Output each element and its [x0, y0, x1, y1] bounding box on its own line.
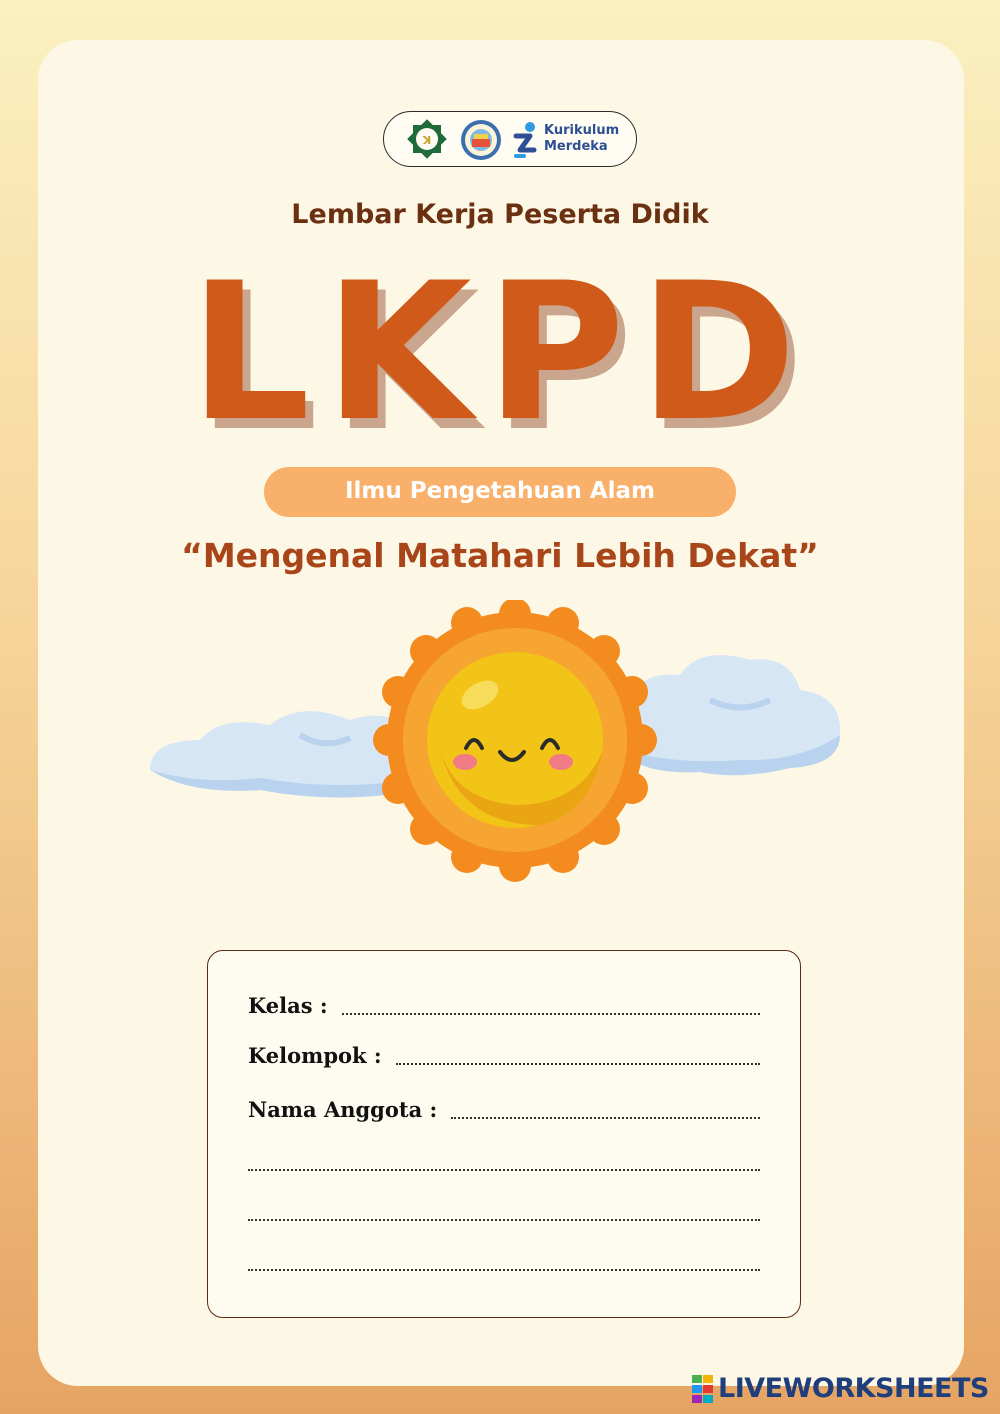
nama-anggota-input-line[interactable] — [451, 1117, 760, 1119]
topic-heading: “Mengenal Matahari Lebih Dekat” — [181, 536, 819, 575]
kemenag-logo-icon — [404, 117, 450, 161]
kelas-input-line[interactable] — [342, 1013, 760, 1015]
svg-text:ꓘ: ꓘ — [422, 134, 432, 147]
nama-anggota-row — [248, 1097, 760, 1122]
nama-anggota-label: Nama Anggota : — [248, 1097, 438, 1122]
kelompok-row — [248, 1043, 760, 1068]
member-line-3[interactable] — [248, 1269, 760, 1271]
logo-strip — [383, 111, 637, 167]
right-cloud-icon — [620, 655, 840, 775]
identity-form — [207, 950, 801, 1318]
document-title: LKPD — [189, 242, 811, 463]
kelas-label: Kelas : — [248, 993, 328, 1018]
sun-icon — [373, 600, 657, 882]
liveworksheets-logo-icon — [692, 1375, 714, 1403]
kelompok-input-line[interactable] — [396, 1063, 760, 1065]
kurikulum-merdeka-text — [544, 123, 619, 155]
km-line-2: Merdeka — [544, 139, 608, 154]
km-line-1: Kurikulum — [544, 123, 620, 138]
kelas-row — [248, 993, 760, 1018]
member-line-2[interactable] — [248, 1219, 760, 1221]
left-cloud-icon — [150, 711, 420, 797]
smiling-sun-illustration — [140, 600, 860, 890]
liveworksheets-text: LIVEWORKSHEETS — [718, 1373, 989, 1404]
member-line-1[interactable] — [248, 1169, 760, 1171]
madrasah-logo-icon — [459, 118, 503, 162]
liveworksheets-watermark — [692, 1373, 989, 1404]
subject-badge: Ilmu Pengetahuan Alam — [264, 467, 736, 517]
kurikulum-merdeka-logo-icon — [512, 120, 542, 160]
document-subtitle: Lembar Kerja Peserta Didik — [291, 199, 709, 230]
kelompok-label: Kelompok : — [248, 1043, 382, 1068]
